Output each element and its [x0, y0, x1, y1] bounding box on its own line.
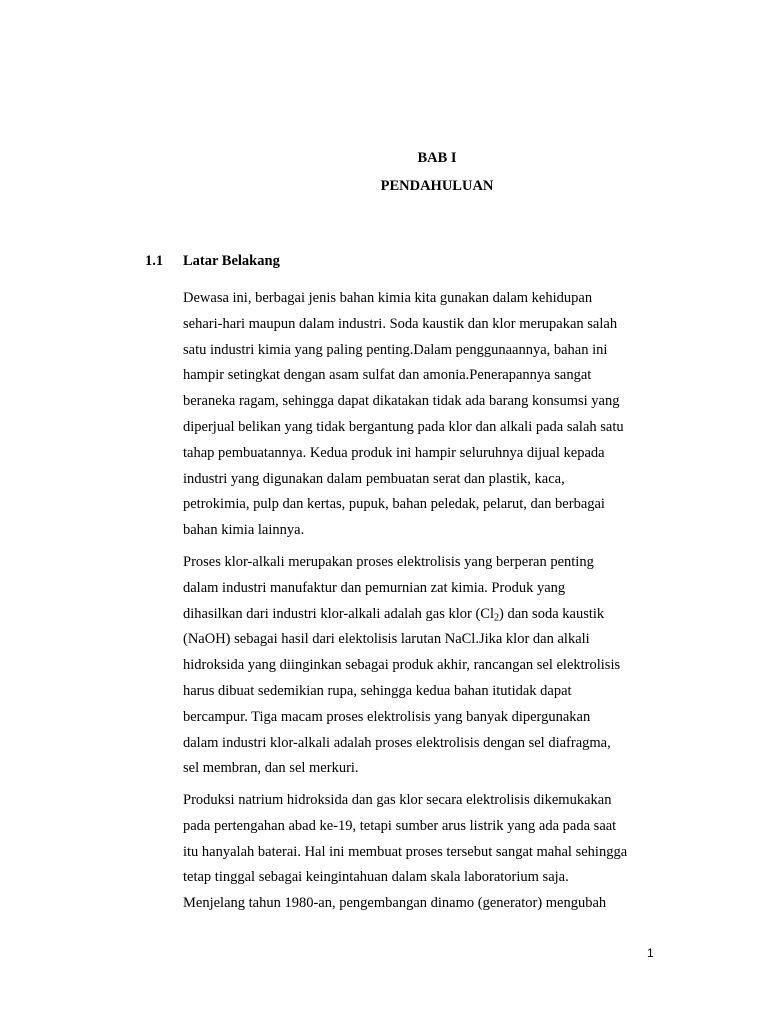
section-number: 1.1 [145, 253, 164, 269]
paragraph-line: hidroksida yang diinginkan sebagai produk akhir, rancangan sel elektrolisis [183, 657, 621, 674]
page-number: 1 [647, 946, 654, 960]
paragraph-line: Produksi natrium hidroksida dan gas klor secara elektrolisis dikemukakan [183, 792, 612, 808]
paragraph-line: sel membran, dan sel merkuri. [183, 760, 359, 777]
paragraph-line: tetap tinggal sebagai keingintahuan dalam skala laboratorium saja. [183, 869, 569, 886]
paragraph-line: dalam industri manufaktur dan pemurnian zat kimia. Produk yang [183, 579, 566, 596]
paragraph-1 [183, 286, 683, 544]
paragraph-line: Menjelang tahun 1980-an, pengembangan dinamo (generator) mengubah [183, 895, 607, 912]
paragraph-line: beraneka ragam, sehingga dapat dikatakan tidak ada barang konsumsi yang [183, 393, 620, 410]
paragraph-2 [183, 550, 683, 782]
paragraph-line-with-subscript [183, 602, 683, 628]
paragraph-line: hampir setingkat dengan asam sulfat dan amonia.Penerapannya sangat [183, 367, 592, 384]
paragraph-line: sehari-hari maupun dalam industri. Soda kaustik dan klor merupakan salah [183, 315, 618, 332]
paragraph-line: bercampur. Tiga macam proses elektrolisis yang banyak dipergunakan [183, 708, 591, 725]
paragraph-3 [183, 788, 683, 917]
line-text-after: ) dan soda kaustik [499, 605, 605, 622]
paragraph-line: pada pertengahan abad ke-19, tetapi sumber arus listrik yang ada pada saat [183, 817, 617, 834]
paragraph-line: satu industri kimia yang paling penting.Dalam penggunaannya, bahan ini [183, 341, 608, 358]
paragraph-line: harus dibuat sedemikian rupa, sehingga kedua bahan itutidak dapat [183, 682, 572, 699]
chapter-title: PENDAHULUAN [380, 178, 494, 194]
paragraph-line: bahan kimia lainnya. [183, 522, 305, 539]
section-title: Latar Belakang [183, 253, 280, 269]
paragraph-line: (NaOH) sebagai hasil dari elektolisis larutan NaCl.Jika klor dan alkali [183, 631, 590, 648]
paragraph-line: Proses klor-alkali merupakan proses elektrolisis yang berperan penting [183, 554, 594, 570]
subscript: 2 [493, 612, 500, 624]
paragraph-line: tahap pembuatannya. Kedua produk ini hampir seluruhnya dijual kepada [183, 444, 605, 461]
section-heading [145, 253, 280, 270]
paragraph-line: diperjual belikan yang tidak bergantung pada klor dan alkali pada salah satu [183, 418, 624, 435]
paragraph-line: industri yang digunakan dalam pembuatan serat dan plastik, kaca, [183, 470, 565, 487]
chapter-number: BAB I [417, 150, 457, 166]
paragraph-line: itu hanyalah baterai. Hal ini membuat proses tersebut sangat mahal sehingga [183, 843, 628, 860]
paragraph-line: petrokimia, pulp dan kertas, pupuk, bahan peledak, pelarut, dan berbagai [183, 496, 605, 513]
paragraph-line: dalam industri klor-alkali adalah proses elektrolisis dengan sel diafragma, [183, 734, 611, 751]
paragraph-line: Dewasa ini, berbagai jenis bahan kimia kita gunakan dalam kehidupan [183, 290, 593, 306]
line-text-before: dihasilkan dari industri klor-alkali adalah gas klor (Cl [183, 605, 494, 622]
